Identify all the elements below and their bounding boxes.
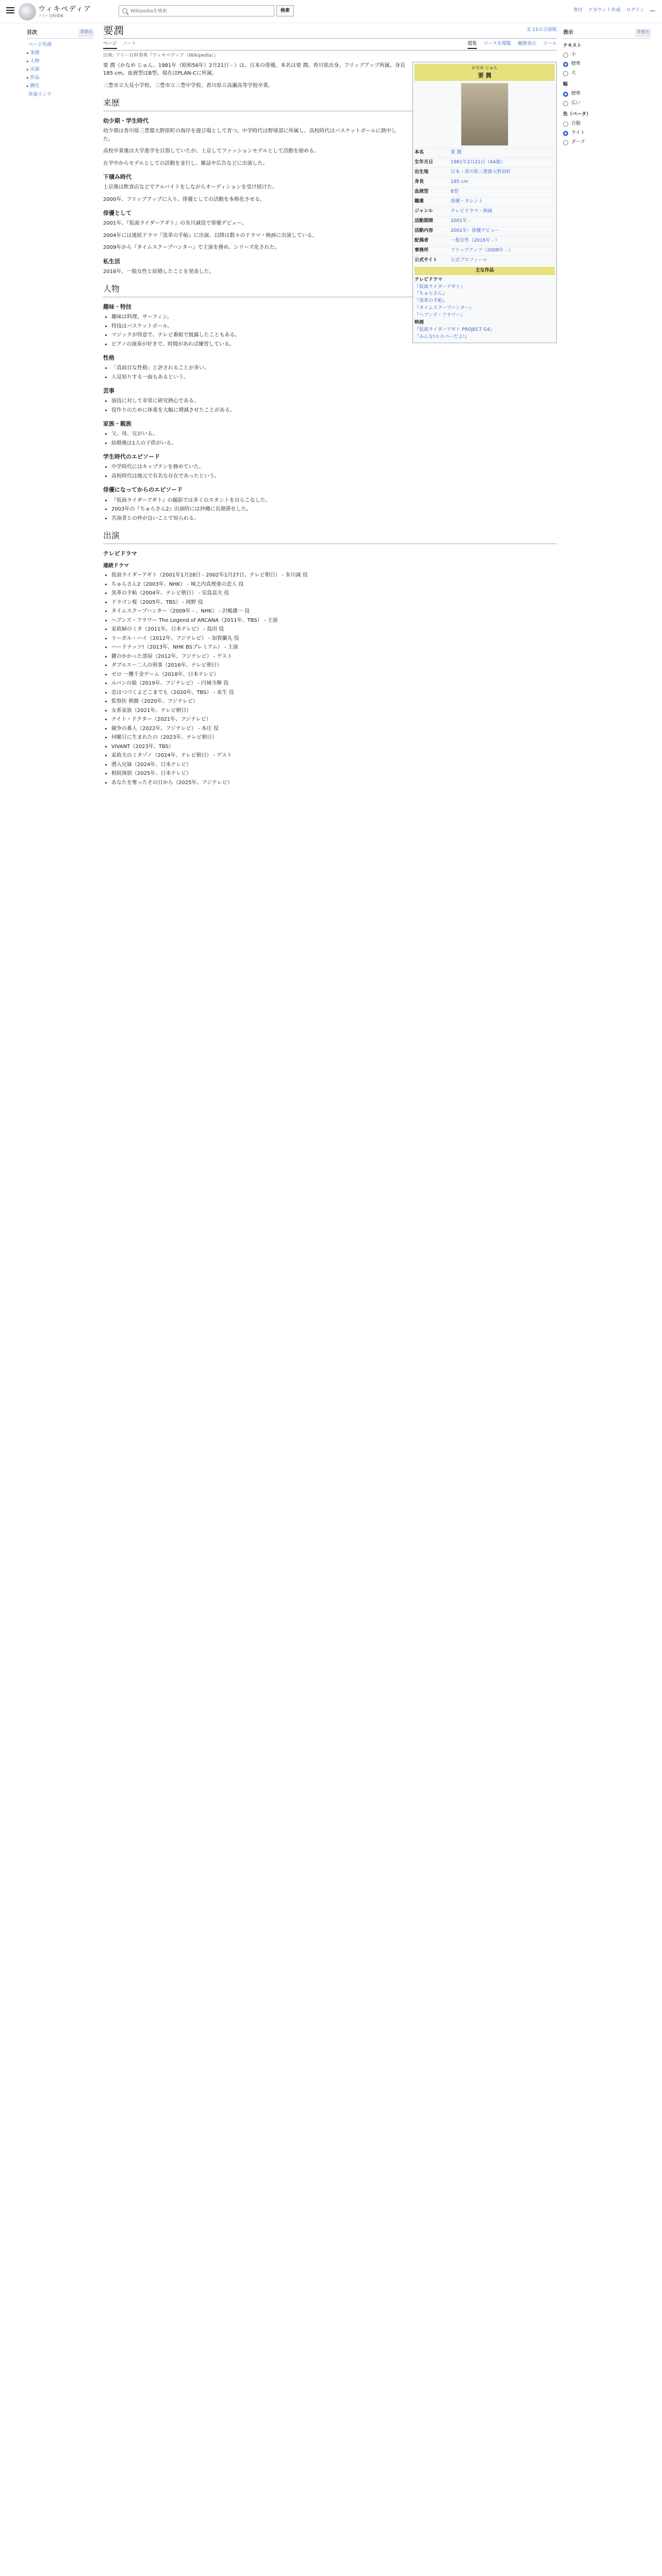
infobox-row [415,226,555,236]
infobox-value[interactable]: 俳優・タレント [451,199,483,205]
text-size-label: テキスト [563,43,582,48]
list-item: • 父、母、兄がいる。 [111,430,557,438]
infobox-work[interactable]: 映画 [415,320,424,326]
page-title: 要潤 [103,24,124,37]
radio-button[interactable] [563,62,568,67]
wikipedia-globe-logo[interactable] [19,3,36,21]
color-scheme-option[interactable] [563,130,651,137]
infobox-work[interactable]: 『仮面ライダーアギト』 [415,284,465,290]
toc-item-label[interactable]: 作品 [30,75,40,81]
list-item: • リーガル・ハイ（2012年、フジテレビ） - 加賀蘭丸 役 [111,635,557,643]
page-width-option[interactable] [563,100,651,107]
tab-talk[interactable]: ノート [122,41,137,46]
site-wordmark[interactable]: ウィキペディア [38,5,92,13]
search-box[interactable] [119,5,274,16]
paragraph: 2009年から『タイムスクープハンター』で主演を務め、シリーズ化された。 [103,245,280,251]
infobox-row [415,256,555,265]
appearance-panel [563,29,651,148]
infobox [412,62,557,343]
infobox-value[interactable]: フリップアップ（2008年 - ） [451,247,513,253]
paragraph: 2016年、一般女性と結婚したことを発表した。 [103,268,214,275]
toc-item-label[interactable]: 脚注 [30,83,40,89]
donate-link[interactable]: 寄付 [573,8,583,13]
infobox-row [415,167,555,177]
language-selector[interactable]: 文 11の言語版 [526,27,557,32]
toc-title: 目次 [27,30,37,36]
list-item: • ちゅらさん2（2003年、NHK） - 城之内真理亜の恋人 役 [111,581,557,589]
infobox-works-title: 主な作品 [415,267,555,275]
toc-item[interactable] [27,65,94,74]
list-item: • 人見知りする一面もあるという。 [111,374,557,382]
list-item: • 仮面ライダーアギト（2001年1月28日 - 2002年1月27日、テレビ朝日） - 氷川誠 役 [111,571,557,580]
subsection-heading: 性格 [103,354,114,362]
toc-collapse-icon[interactable]: ▸ [27,84,29,89]
list-item: • 鍵のかかった部屋（2012年、フジテレビ） - ゲスト [111,653,557,661]
tab-view-source[interactable]: ソースを閲覧 [483,41,511,46]
page-width-label: 幅 [563,82,568,88]
infobox-work[interactable]: 『黒革の手帖』 [415,298,448,304]
text-size-option[interactable] [563,61,651,68]
list-item: • ゼロ 一攫千金ゲーム（2018年、日本テレビ） [111,671,557,679]
infobox-key: 身長 [415,179,424,185]
color-scheme-option-label[interactable]: 自動 [571,121,581,126]
appearance-hide-button[interactable]: 非表示 [635,29,651,37]
toc-item[interactable] [27,91,94,99]
tab-history[interactable]: 履歴表示 [518,41,537,46]
list-item: • あなたを奪ったその日から（2025年、フジテレビ） [111,779,557,787]
toc-item[interactable] [27,57,94,65]
radio-button[interactable] [563,101,568,106]
text-size-option[interactable] [563,52,651,59]
list-item: • マジックが得意で、テレビ番組で披露したこともある。 [111,331,557,340]
paragraph: 高校卒業後は大学進学を目指していたが、上京してファッションモデルとして活動を始める。 [103,148,320,155]
infobox-value[interactable]: 1981年2月21日（44歳） [451,160,505,165]
list-item: • 恋はつづくよどこまでも（2020年、TBS） - 来生 役 [111,689,557,697]
infobox-key: 血液型 [415,189,429,195]
section-heading: 出演 [103,530,557,544]
infobox-value[interactable]: 2001年：俳優デビュー [451,228,500,233]
radio-button[interactable] [563,53,568,58]
infobox-row [415,148,555,158]
list-item: • ピアノの演奏が好きで、時間があれば練習している。 [111,341,557,349]
infobox-row [415,236,555,246]
toc-item[interactable] [27,41,94,49]
portrait-image[interactable] [461,83,508,146]
radio-button[interactable] [563,71,568,76]
list-item: • ヘブンズ・フラワー The Legend of ARCANA（2011年、TBS） - 主演 [111,617,557,625]
infobox-work[interactable]: 『ヘブンズ・フラワー』 [415,313,466,318]
infobox-key: 生年月日 [415,160,434,165]
user-links [569,7,655,14]
list-item: • 家政夫のミタゾノ（2024年、テレビ朝日） - ゲスト [111,752,557,760]
color-scheme-label: 色（ベータ） [563,112,591,117]
paragraph: 上京後は飲食店などでアルバイトをしながらオーディションを受け続けた。 [103,184,277,191]
radio-button[interactable] [563,131,568,136]
main-menu-icon[interactable] [6,7,14,13]
infobox-key: 活動期間 [415,218,434,224]
site-tagline: フリー百科事典 [38,14,63,18]
radio-button[interactable] [563,122,568,127]
infobox-value[interactable]: 公式プロフィール [451,257,488,263]
infobox-key: 職業 [415,199,424,205]
bullet-list [111,430,557,447]
list-item: • 2003年の『ちゅらさん2』出演時には沖縄に長期滞在した。 [111,505,557,514]
page-width-option-label[interactable]: 標準 [571,91,581,97]
create-account-link[interactable]: アカウント作成 [588,8,621,13]
list-item: • 相続探偵（2025年、日本テレビ） [111,770,557,778]
search-button[interactable]: 検索 [276,5,294,16]
radio-button[interactable] [563,92,568,97]
list-item: • 特技はバスケットボール。 [111,323,557,331]
toc-collapse-icon[interactable]: ▸ [27,59,29,63]
main-content [103,24,557,791]
infobox-row [415,197,555,207]
list-item: • 黒革の手帖（2004年、テレビ朝日） - 安島富夫 役 [111,589,557,598]
infobox-work[interactable]: 『タイムスクープハンター』 [415,306,474,311]
toc-collapse-icon[interactable]: ▸ [27,76,29,80]
toc-item-label[interactable]: 出演 [30,67,40,73]
list-item: • 監察医 朝顔（2020年、フジテレビ） [111,698,557,706]
site-header [0,0,662,23]
subsection-heading: 私生活 [103,258,120,265]
subsection-heading: 学生時代のエピソード [103,453,160,461]
infobox-reading: かなめ じゅん [471,65,498,70]
page-width-option-label[interactable]: 広い [571,100,581,106]
toc-item[interactable] [27,74,94,82]
subsection-heading: 幼少期・学生時代 [103,117,148,125]
tab-read[interactable]: 閲覧 [468,41,477,49]
list-item: • 「真面目な性格」と評されることが多い。 [111,364,557,372]
page-source-note: 出典: フリー百科事典『ウィキペディア（Wikipedia）』 [103,53,219,58]
infobox-name: 要 潤 [478,72,491,79]
infobox-row [415,246,555,256]
section-heading: 人物 [103,283,557,297]
list-item: • 結婚後は1人の子供がいる。 [111,439,557,448]
subsection-heading: テレビドラマ [103,550,137,557]
infobox-row [415,216,555,226]
infobox-value[interactable]: 要 潤 [451,150,461,156]
page-width-option[interactable] [563,91,651,98]
text-size-option-label[interactable]: 標準 [571,61,581,67]
infobox-work[interactable]: テレビドラマ [415,277,442,282]
text-size-option[interactable] [563,70,651,77]
color-scheme-option-label[interactable]: ダーク [571,139,586,145]
toc-item-label[interactable]: 来歴 [30,50,40,56]
list-item: • 役作りのために体重を大幅に増減させたことがある。 [111,406,557,415]
infobox-key: 配偶者 [415,238,429,243]
sub-subsection-heading: 連続ドラマ [103,563,129,569]
intro-paragraph-2: 三豊市立大見小学校、三豊市立三豊中学校、香川県立高瀬高等学校卒業。 [103,82,273,89]
infobox-value[interactable]: 日本・香川県三豊郡大野原町 [451,170,511,175]
subsection-heading: 俳優として [103,210,131,217]
tab-tools[interactable]: ツール [543,41,557,46]
color-scheme-option[interactable] [563,121,651,128]
list-item: • 『仮面ライダーアギト』の撮影では多くのスタントを自らこなした。 [111,497,557,505]
list-item: • ルパンの娘（2019年、フジテレビ） - 円城寺輝 役 [111,680,557,688]
bullet-list [111,463,557,480]
infobox-key: 活動内容 [415,228,434,233]
list-item: • 中学時代にはキャプテンを務めていた。 [111,463,557,471]
infobox-key: 出生地 [415,170,429,175]
toc-item-label[interactable]: ページ先頭 [28,42,52,47]
toc-hide-button[interactable]: 非表示 [78,29,94,37]
appearance-title: 表示 [563,30,573,36]
color-scheme-option-label[interactable]: ライト [571,130,585,135]
infobox-work[interactable]: 『みんな!エスパーだよ!』 [415,334,470,340]
subsection-heading: 下積み時代 [103,174,131,181]
toc-item[interactable] [27,82,94,90]
toc-item-label[interactable]: 人物 [30,58,40,64]
subsection-heading: 俳優になってからのエピソード [103,486,183,494]
login-link[interactable]: ログイン [626,8,645,13]
subsection-heading: 家族・親族 [103,420,131,428]
search-icon [122,8,127,13]
infobox-row [415,177,555,187]
table-of-contents [27,29,94,99]
list-item: • ドラゴン桜（2005年、TBS） - 岡野 役 [111,599,557,607]
list-item: • 競争の番人（2022年、フジテレビ） - 本庄 役 [111,725,557,733]
subsection-heading: 趣味・特技 [103,303,131,311]
infobox-key: 本名 [415,150,424,156]
infobox-row [415,158,555,167]
language-count[interactable]: 11の言語版 [532,27,557,32]
list-item: • ナイト・ドクター（2021年、フジテレビ） [111,716,557,724]
infobox-value[interactable]: 185 cm [451,179,468,185]
text-size-option-label[interactable]: 小 [571,52,576,58]
infobox-key: ジャンル [415,209,433,214]
color-scheme-option[interactable] [563,139,651,146]
infobox-value[interactable]: テレビドラマ・映画 [451,209,492,214]
list-item: • 女系家族（2021年、テレビ朝日） [111,707,557,715]
infobox-value[interactable]: 2001年 - [451,218,471,224]
paragraph: 幼少期は香川県三豊郡大野原町の海岸を遊び場として育つ。中学時代は野球部に所属し、高校時代はバスケットボールに熱中した。 [103,128,396,142]
bullet-list [111,497,557,523]
infobox-work[interactable]: 『ちゅらさん』 [415,291,448,297]
paragraph: 在学中からモデルとしての活動を並行し、雑誌や広告などに出演した。 [103,160,268,166]
tab-page[interactable]: ページ [103,41,117,49]
infobox-key: 事務所 [415,247,429,253]
list-item: • タイムスクープハンター（2009年 - 、NHK） - 沢嶋雄一 役 [111,607,557,616]
infobox-value[interactable]: 一般女性（2016年 - ） [451,238,500,243]
infobox-row [415,187,555,197]
search-input[interactable] [129,7,271,16]
radio-button[interactable] [563,140,568,145]
article-body [103,62,557,787]
list-item: • 共演者との仲が良いことで知られる。 [111,515,557,523]
more-menu-icon[interactable]: … [650,8,655,13]
toc-item-label[interactable]: 外部リンク [28,92,52,97]
list-item: • ハードナッツ!（2013年、NHK BSプレミアム） - 主演 [111,643,557,652]
infobox-key: 公式サイト [415,257,438,263]
paragraph: 2001年、『仮面ライダーアギト』の氷川誠役で俳優デビュー。 [103,221,247,227]
list-item: • 何曜日に生まれたの（2023年、テレビ朝日） [111,734,557,742]
intro-paragraph: 要 潤（かなめ じゅん、1981年（昭和56年）2月21日 - ）は、日本の俳優。本名は要 潤。香川県出身。フリップアップ所属。身長185 cm。血液型はB型。現在はPLAN-Cに所属。 [103,62,405,77]
list-item: • ダブルス〜二人の刑事（2016年、テレビ朝日） [111,662,557,670]
toc-collapse-icon[interactable]: ▸ [27,50,29,55]
text-size-option-label[interactable]: 大 [571,71,576,76]
list-item: • 演技に対して非常に研究熱心である。 [111,397,557,405]
list-item: • 趣味は料理、サーフィン。 [111,313,557,321]
section-heading: 来歴 [103,97,557,111]
bullet-list [111,397,557,414]
toc-item[interactable] [27,49,94,57]
paragraph: 2000年、フリップアップに入り、俳優としての活動を本格化させる。 [103,196,265,202]
infobox-row [415,207,555,216]
list-item: • VIVANT（2023年、TBS） [111,743,557,751]
bullet-list [111,364,557,381]
infobox-work[interactable]: 『仮面ライダーアギト PROJECT G4』 [415,327,495,333]
infobox-value[interactable]: B型 [451,189,459,195]
list-item: • 潜入兄妹（2024年、日本テレビ） [111,761,557,769]
list-item: • 高校時代は地元で有名な存在であったという。 [111,472,557,481]
bullet-list [111,571,557,787]
paragraph: 2004年には連続ドラマ『黒革の手帖』に出演、以降は数々のドラマ・映画に出演している。 [103,232,318,239]
subsection-heading: 芸事 [103,387,114,395]
toc-collapse-icon[interactable]: ▸ [27,67,29,72]
list-item: • 家政婦のミタ（2011年、日本テレビ） - 島田 役 [111,625,557,634]
